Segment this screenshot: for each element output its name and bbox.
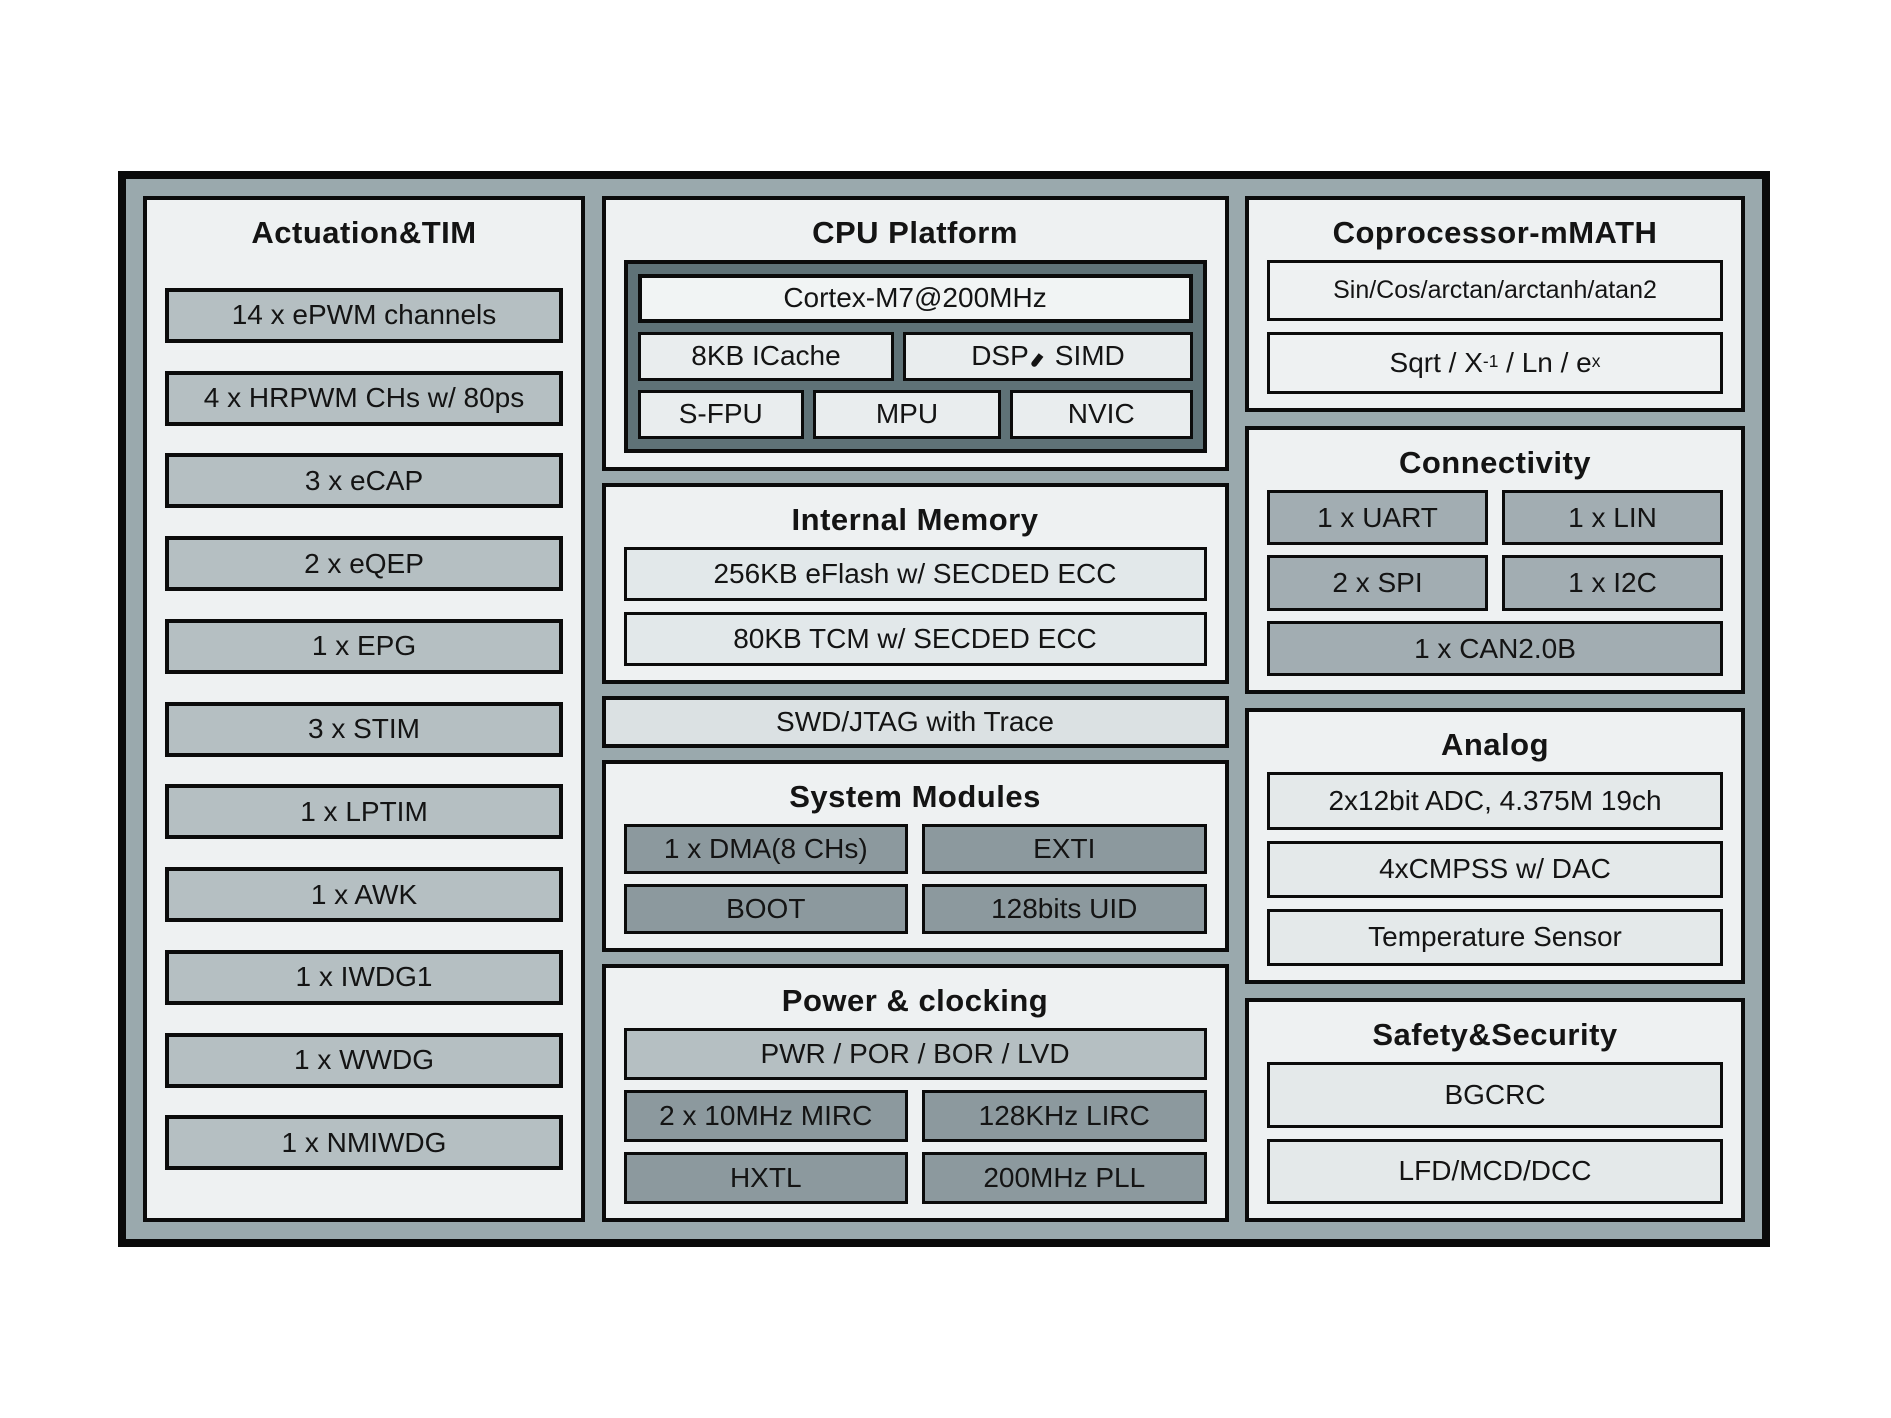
block-eflash: 256KB eFlash w/ SECDED ECC xyxy=(624,547,1207,601)
power-row-1 xyxy=(624,1090,1207,1142)
block-hrpwm: 4 x HRPWM CHs w/ 80ps xyxy=(165,371,563,426)
system-row-1 xyxy=(624,824,1207,874)
block-iwdg1: 1 x IWDG1 xyxy=(165,950,563,1005)
block-cmpss: 4xCMPSS w/ DAC xyxy=(1267,841,1723,898)
connectivity-row-1 xyxy=(1267,490,1723,546)
column-peripherals xyxy=(1245,196,1745,1222)
block-hxtl: HXTL xyxy=(624,1152,909,1204)
block-wwdg: 1 x WWDG xyxy=(165,1033,563,1088)
column-actuation xyxy=(143,196,585,1222)
mcu-block-diagram xyxy=(118,171,1770,1247)
block-mirc: 2 x 10MHz MIRC xyxy=(624,1090,909,1142)
section-title-system-modules: System Modules xyxy=(789,778,1041,814)
block-math-functions xyxy=(1267,332,1723,393)
section-title-safety-security: Safety&Security xyxy=(1372,1017,1618,1053)
cpu-row-units xyxy=(638,390,1193,439)
actuation-items xyxy=(165,260,563,1204)
block-nvic: NVIC xyxy=(1010,390,1193,439)
block-i2c: 1 x I2C xyxy=(1502,555,1723,611)
block-bgcrc: BGCRC xyxy=(1267,1062,1723,1127)
simd-label: SIMD xyxy=(1054,340,1125,372)
column-cpu xyxy=(602,196,1229,1222)
block-stim: 3 x STIM xyxy=(165,702,563,757)
block-dma: 1 x DMA(8 CHs) xyxy=(624,824,909,874)
connectivity-row-can xyxy=(1267,621,1723,677)
section-title-analog: Analog xyxy=(1440,727,1550,763)
block-dsp-simd xyxy=(903,332,1192,381)
power-row-bar xyxy=(624,1028,1207,1080)
section-title-cpu-platform: CPU Platform xyxy=(812,215,1018,250)
block-tcm: 80KB TCM w/ SECDED ECC xyxy=(624,612,1207,666)
block-exti: EXTI xyxy=(922,824,1207,874)
block-temp-sensor: Temperature Sensor xyxy=(1267,909,1723,966)
connectivity-row-2 xyxy=(1267,555,1723,611)
math-sup2: x xyxy=(1591,350,1601,371)
block-ecap: 3 x eCAP xyxy=(165,453,563,508)
cpu-row-core xyxy=(638,274,1193,323)
block-adc: 2x12bit ADC, 4.375M 19ch xyxy=(1267,772,1723,829)
block-epwm: 14 x ePWM channels xyxy=(165,288,563,343)
section-system-modules xyxy=(602,760,1229,952)
block-boot: BOOT xyxy=(624,884,909,934)
block-lptim: 1 x LPTIM xyxy=(165,784,563,839)
section-actuation-tim xyxy=(143,196,585,1222)
section-coprocessor xyxy=(1245,196,1745,412)
block-swd-jtag: SWD/JTAG with Trace xyxy=(602,696,1229,748)
block-pwr-por-bor-lvd: PWR / POR / BOR / LVD xyxy=(624,1028,1207,1080)
block-can: 1 x CAN2.0B xyxy=(1267,621,1723,677)
block-epg: 1 x EPG xyxy=(165,619,563,674)
block-pll: 200MHz PLL xyxy=(922,1152,1207,1204)
section-analog xyxy=(1245,708,1745,984)
section-safety-security xyxy=(1245,998,1745,1222)
block-sfpu: S-FPU xyxy=(638,390,805,439)
block-awk: 1 x AWK xyxy=(165,867,563,922)
math-base2: / Ln / e xyxy=(1498,347,1592,379)
block-trig-functions: Sin/Cos/arctan/arctanh/atan2 xyxy=(1267,260,1723,321)
block-uid: 128bits UID xyxy=(922,884,1207,934)
block-spi: 2 x SPI xyxy=(1267,555,1488,611)
section-title-power-clocking: Power & clocking xyxy=(781,982,1049,1018)
cpu-core-container xyxy=(624,260,1207,453)
block-nmiwdg: 1 x NMIWDG xyxy=(165,1115,563,1170)
block-mpu: MPU xyxy=(813,390,1001,439)
block-lirc: 128KHz LIRC xyxy=(922,1090,1207,1142)
block-uart: 1 x UART xyxy=(1267,490,1488,546)
block-cortex-m7: Cortex-M7@200MHz xyxy=(638,274,1193,323)
section-cpu-platform xyxy=(602,196,1229,471)
power-row-2 xyxy=(624,1152,1207,1204)
block-lin: 1 x LIN xyxy=(1502,490,1723,546)
block-lfd-mcd-dcc: LFD/MCD/DCC xyxy=(1267,1139,1723,1204)
block-eqep: 2 x eQEP xyxy=(165,536,563,591)
dsp-label: DSP xyxy=(971,340,1029,372)
math-base1: Sqrt / X xyxy=(1389,347,1483,379)
cpu-row-cache xyxy=(638,332,1193,381)
section-title-connectivity: Connectivity xyxy=(1398,444,1592,480)
section-internal-memory xyxy=(602,483,1229,684)
block-icache: 8KB ICache xyxy=(638,332,895,381)
section-power-clocking xyxy=(602,964,1229,1222)
section-title-coprocessor: Coprocessor-mMATH xyxy=(1332,215,1658,250)
math-sup1: -1 xyxy=(1482,350,1499,371)
ideographic-comma-icon xyxy=(1030,354,1043,369)
section-title-internal-memory: Internal Memory xyxy=(791,501,1039,537)
section-title-actuation-tim: Actuation&TIM xyxy=(251,215,477,250)
section-connectivity xyxy=(1245,426,1745,695)
system-row-2 xyxy=(624,884,1207,934)
